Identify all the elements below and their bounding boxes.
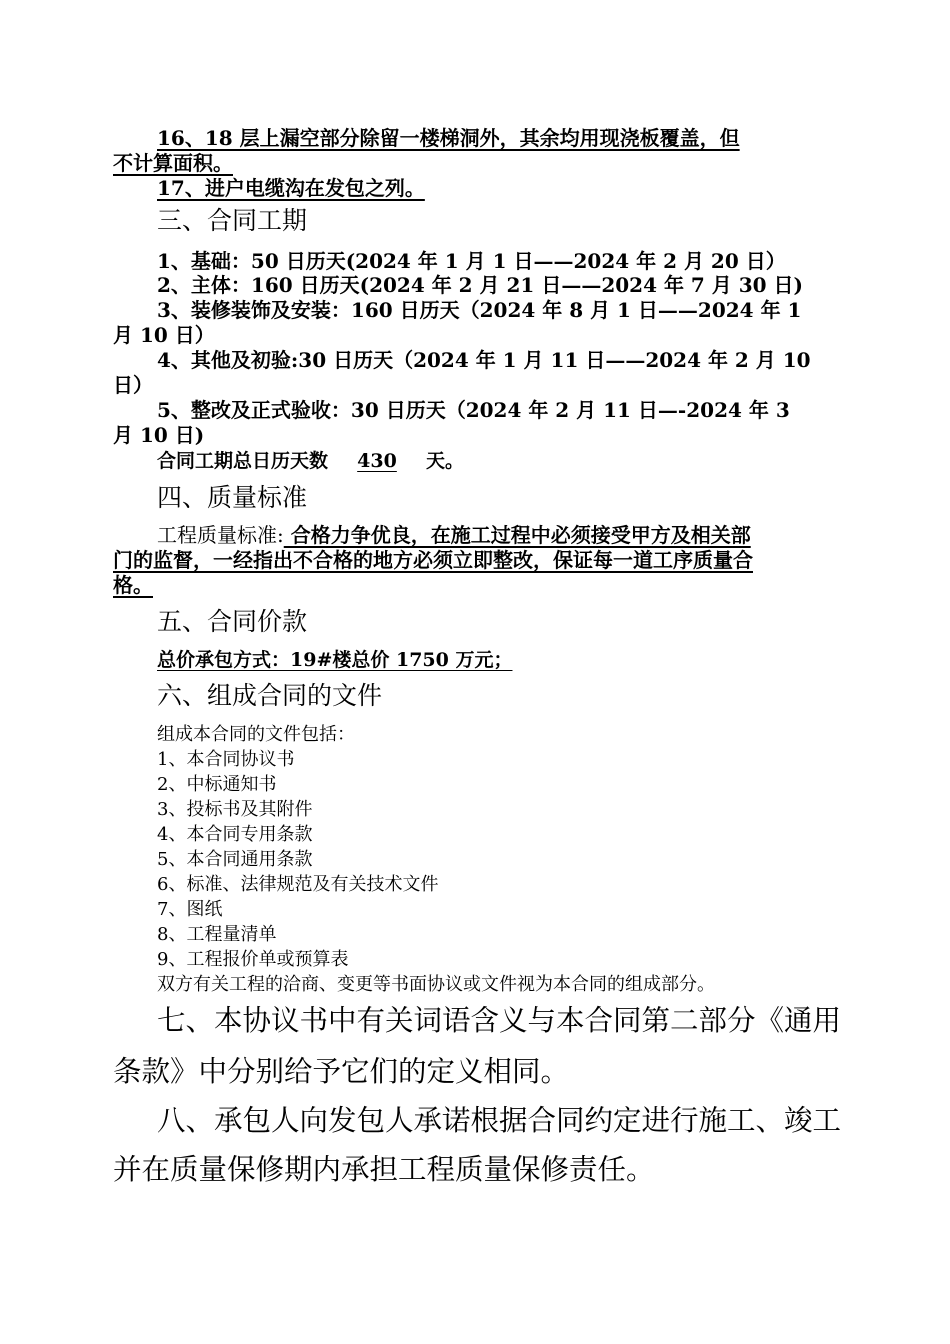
- clause-7-line2: 条款》中分别给予它们的定义相同。: [113, 1055, 570, 1088]
- clause-8-line1: 八、承包人向发包人承诺根据合同约定进行施工、竣工: [157, 1104, 842, 1137]
- section-heading-quality-standard: 四、质量标准: [157, 483, 308, 512]
- period-item-3-line1: 3、装修装饰及安装：160 日历天（2024 年 8 月 1 日——2024 年 1: [157, 298, 802, 322]
- period-total-suffix: 天。: [426, 450, 465, 472]
- document-item: 5、本合同通用条款: [157, 849, 313, 870]
- scope-item-16-line1: 16、18 层上漏空部分除留一楼梯洞外，其余均用现浇板覆盖，但: [157, 126, 740, 150]
- period-item-5-line2: 月 10 日): [113, 423, 205, 447]
- contract-price: 总价承包方式：19#楼总价 1750 万元；: [157, 649, 513, 671]
- quality-line-2: 门的监督，一经指出不合格的地方必须立即整改，保证每一道工序质量合: [113, 548, 753, 572]
- section-heading-contract-price: 五、合同价款: [157, 607, 308, 636]
- documents-intro: 组成本合同的文件包括：: [157, 724, 355, 745]
- period-total-prefix: 合同工期总日历天数: [157, 450, 329, 472]
- period-item-1: 1、基础：50 日历天(2024 年 1 月 1 日——2024 年 2 月 20 日）: [157, 249, 786, 273]
- quality-line-1: [157, 523, 847, 548]
- quality-line-3: 格。: [113, 573, 153, 597]
- quality-label: 工程质量标准:: [157, 523, 284, 547]
- documents-closing: 双方有关工程的洽商、变更等书面协议或文件视为本合同的组成部分。: [157, 974, 715, 995]
- period-total-days: 430: [357, 450, 397, 472]
- document-item: 3、投标书及其附件: [157, 799, 313, 820]
- period-item-4-line2: 日）: [113, 373, 153, 397]
- document-item: 7、图纸: [157, 899, 223, 920]
- period-item-2: 2、主体：160 日历天(2024 年 2 月 21 日——2024 年 7 月 30 日): [157, 273, 804, 297]
- document-item: 1、本合同协议书: [157, 749, 295, 770]
- quality-text-1: 合格力争优良，在施工过程中必须接受甲方及相关部: [283, 523, 751, 547]
- clause-8-line2: 并在质量保修期内承担工程质量保修责任。: [113, 1153, 655, 1186]
- document-item: 8、工程量清单: [157, 924, 277, 945]
- period-item-4-line1: 4、其他及初验:30 日历天（2024 年 1 月 11 日——2024 年 2 月 10: [157, 348, 811, 372]
- document-item: 4、本合同专用条款: [157, 824, 313, 845]
- document-item: 6、标准、法律规范及有关技术文件: [157, 874, 439, 895]
- section-heading-contract-period: 三、合同工期: [157, 206, 308, 235]
- document-item: 9、工程报价单或预算表: [157, 949, 349, 970]
- scope-item-17: 17、进户电缆沟在发包之列。: [157, 176, 425, 200]
- document-item: 2、中标通知书: [157, 774, 277, 795]
- scope-item-16-line2: 不计算面积。: [113, 151, 233, 175]
- section-heading-contract-documents: 六、组成合同的文件: [157, 681, 383, 710]
- period-total: [157, 449, 847, 473]
- period-item-3-line2: 月 10 日）: [113, 323, 215, 347]
- clause-7-line1: 七、本协议书中有关词语含义与本合同第二部分《通用: [157, 1004, 842, 1037]
- period-item-5-line1: 5、整改及正式验收：30 日历天（2024 年 2 月 11 日—-2024 年 3: [157, 398, 790, 422]
